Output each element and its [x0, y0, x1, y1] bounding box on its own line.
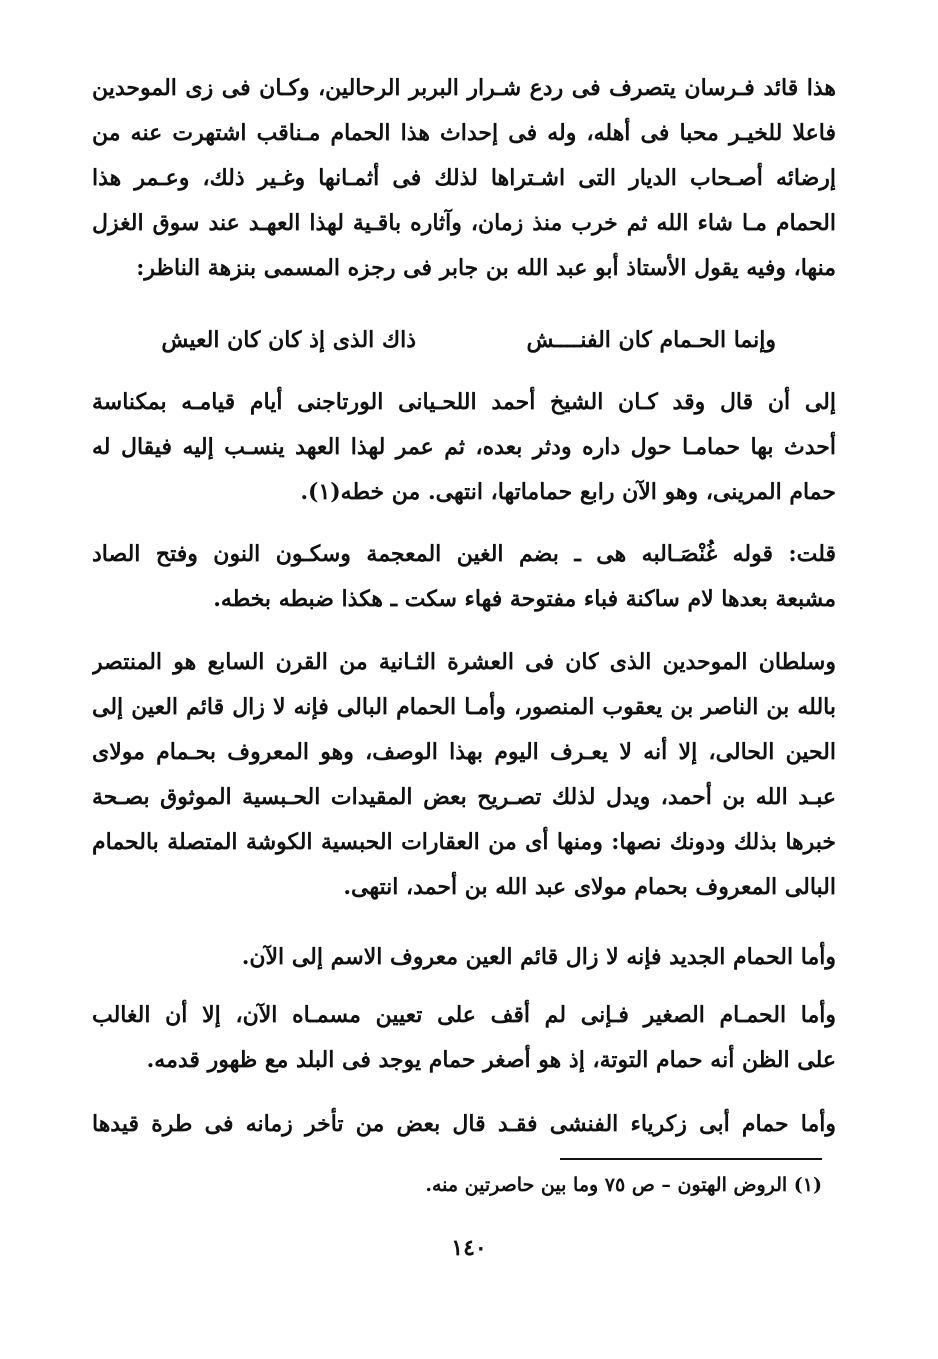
text-line: الحمام مـا شاء الله ثم خرب منذ زمان، وآثاره باقـية لهذا العهـد عند سوق الغزل — [92, 210, 836, 236]
text-line: قلت: قوله غُنْصَـالبه هى ـ بضم الغين المعجمة وسكـون النون وفتح الصاد — [92, 541, 836, 567]
text-line: هذا قائد فـرسان يتصرف فى ردع شـرار البربر الرحالين، وكـان فى زى الموحدين — [92, 75, 836, 101]
text-line: خبرها بذلك ودونك نصها: ومنها أى من العقارات الحبسية الكوشة المتصلة بالحمام — [92, 829, 836, 855]
text-line: مشبعة بعدها لام ساكنة فباء مفتوحة فهاء سكت ـ هكذا ضبطه بخطه. — [213, 586, 836, 612]
text-line: بالله بن الناصر بن يعقوب المنصور، وأمـا الحمام البالى فإنه لا زال قائم العين إلى — [92, 694, 836, 720]
poem-verse — [92, 318, 836, 362]
text-line: منها، وفيه يقول الأستاذ أبو عبد الله بن جابر فى رجزه المسمى بنزهة الناظر: — [136, 255, 836, 281]
verse-first-hemistich: وإنما الحـمام كان الفنــــش — [526, 327, 776, 353]
text-line: وسلطان الموحدين الذى كان فى العشرة الثـانية من القرن السابع هو المنتصر — [92, 649, 836, 675]
text-line: إلى أن قال وقد كـان الشيخ أحمد اللحـيانى الورتاجنى أيام قيامـه بمكناسة — [92, 389, 836, 415]
text-line: إرضائه أصـحاب الديار التى اشـتراها لذلك فى أثمـانها وغـير ذلك، وعـمر هذا — [92, 165, 836, 191]
footnote-divider — [560, 1158, 822, 1160]
text-line: حمام المرينى، وهو الآن رابع حماماتها، انتهى. من خطه(١). — [300, 479, 836, 505]
text-line: وأما الحمـام الصغير فـإنى لم أقف على تعيين مسمـاه الآن، إلا أن الغالب — [92, 1002, 836, 1028]
text-line: عبـد الله بن أحمد، ويدل لذلك تصـريح بعض المقيدات الحـبسية الموثوق بصـحة — [92, 784, 836, 810]
text-line: على الظن أنه حمام التوتة، إذ هو أصغر حمام يوجد فى البلد مع ظهور قدمه. — [146, 1047, 836, 1073]
text-line: الحين الحالى، إلا أنه لا يعـرف اليوم بهذا الوصف، وهو المعروف بحـمام مولاى — [92, 739, 836, 765]
text-line: وأما الحمام الجديد فإنه لا زال قائم العين معروف الاسم إلى الآن. — [241, 944, 836, 970]
text-line: أحدث بها حمامـا حول داره ودثر بعده، ثم عمر لهذا العهد ينسـب إليه فيقال له — [92, 434, 836, 460]
text-line: البالى المعروف بحمام مولاى عبد الله بن أحمد، انتهى. — [343, 874, 836, 900]
footnote: (١) الروض الهتون – ص ٧٥ وما بين حاصرتين منه. — [425, 1174, 822, 1196]
text-line: وأما حمام أبى زكرياء الفنشى فقـد قال بعض من تأخر زمانه فى طرة قيدها — [92, 1111, 836, 1137]
text-line: فاعلا للخيـر محبا فى أهله، وله فى إحداث هذا الحمام مـناقب اشتهرت عنه من — [92, 120, 836, 146]
page-number: ١٤٠ — [451, 1235, 487, 1261]
verse-second-hemistich: ذاك الذى إذ كان كان العيش — [161, 327, 416, 353]
